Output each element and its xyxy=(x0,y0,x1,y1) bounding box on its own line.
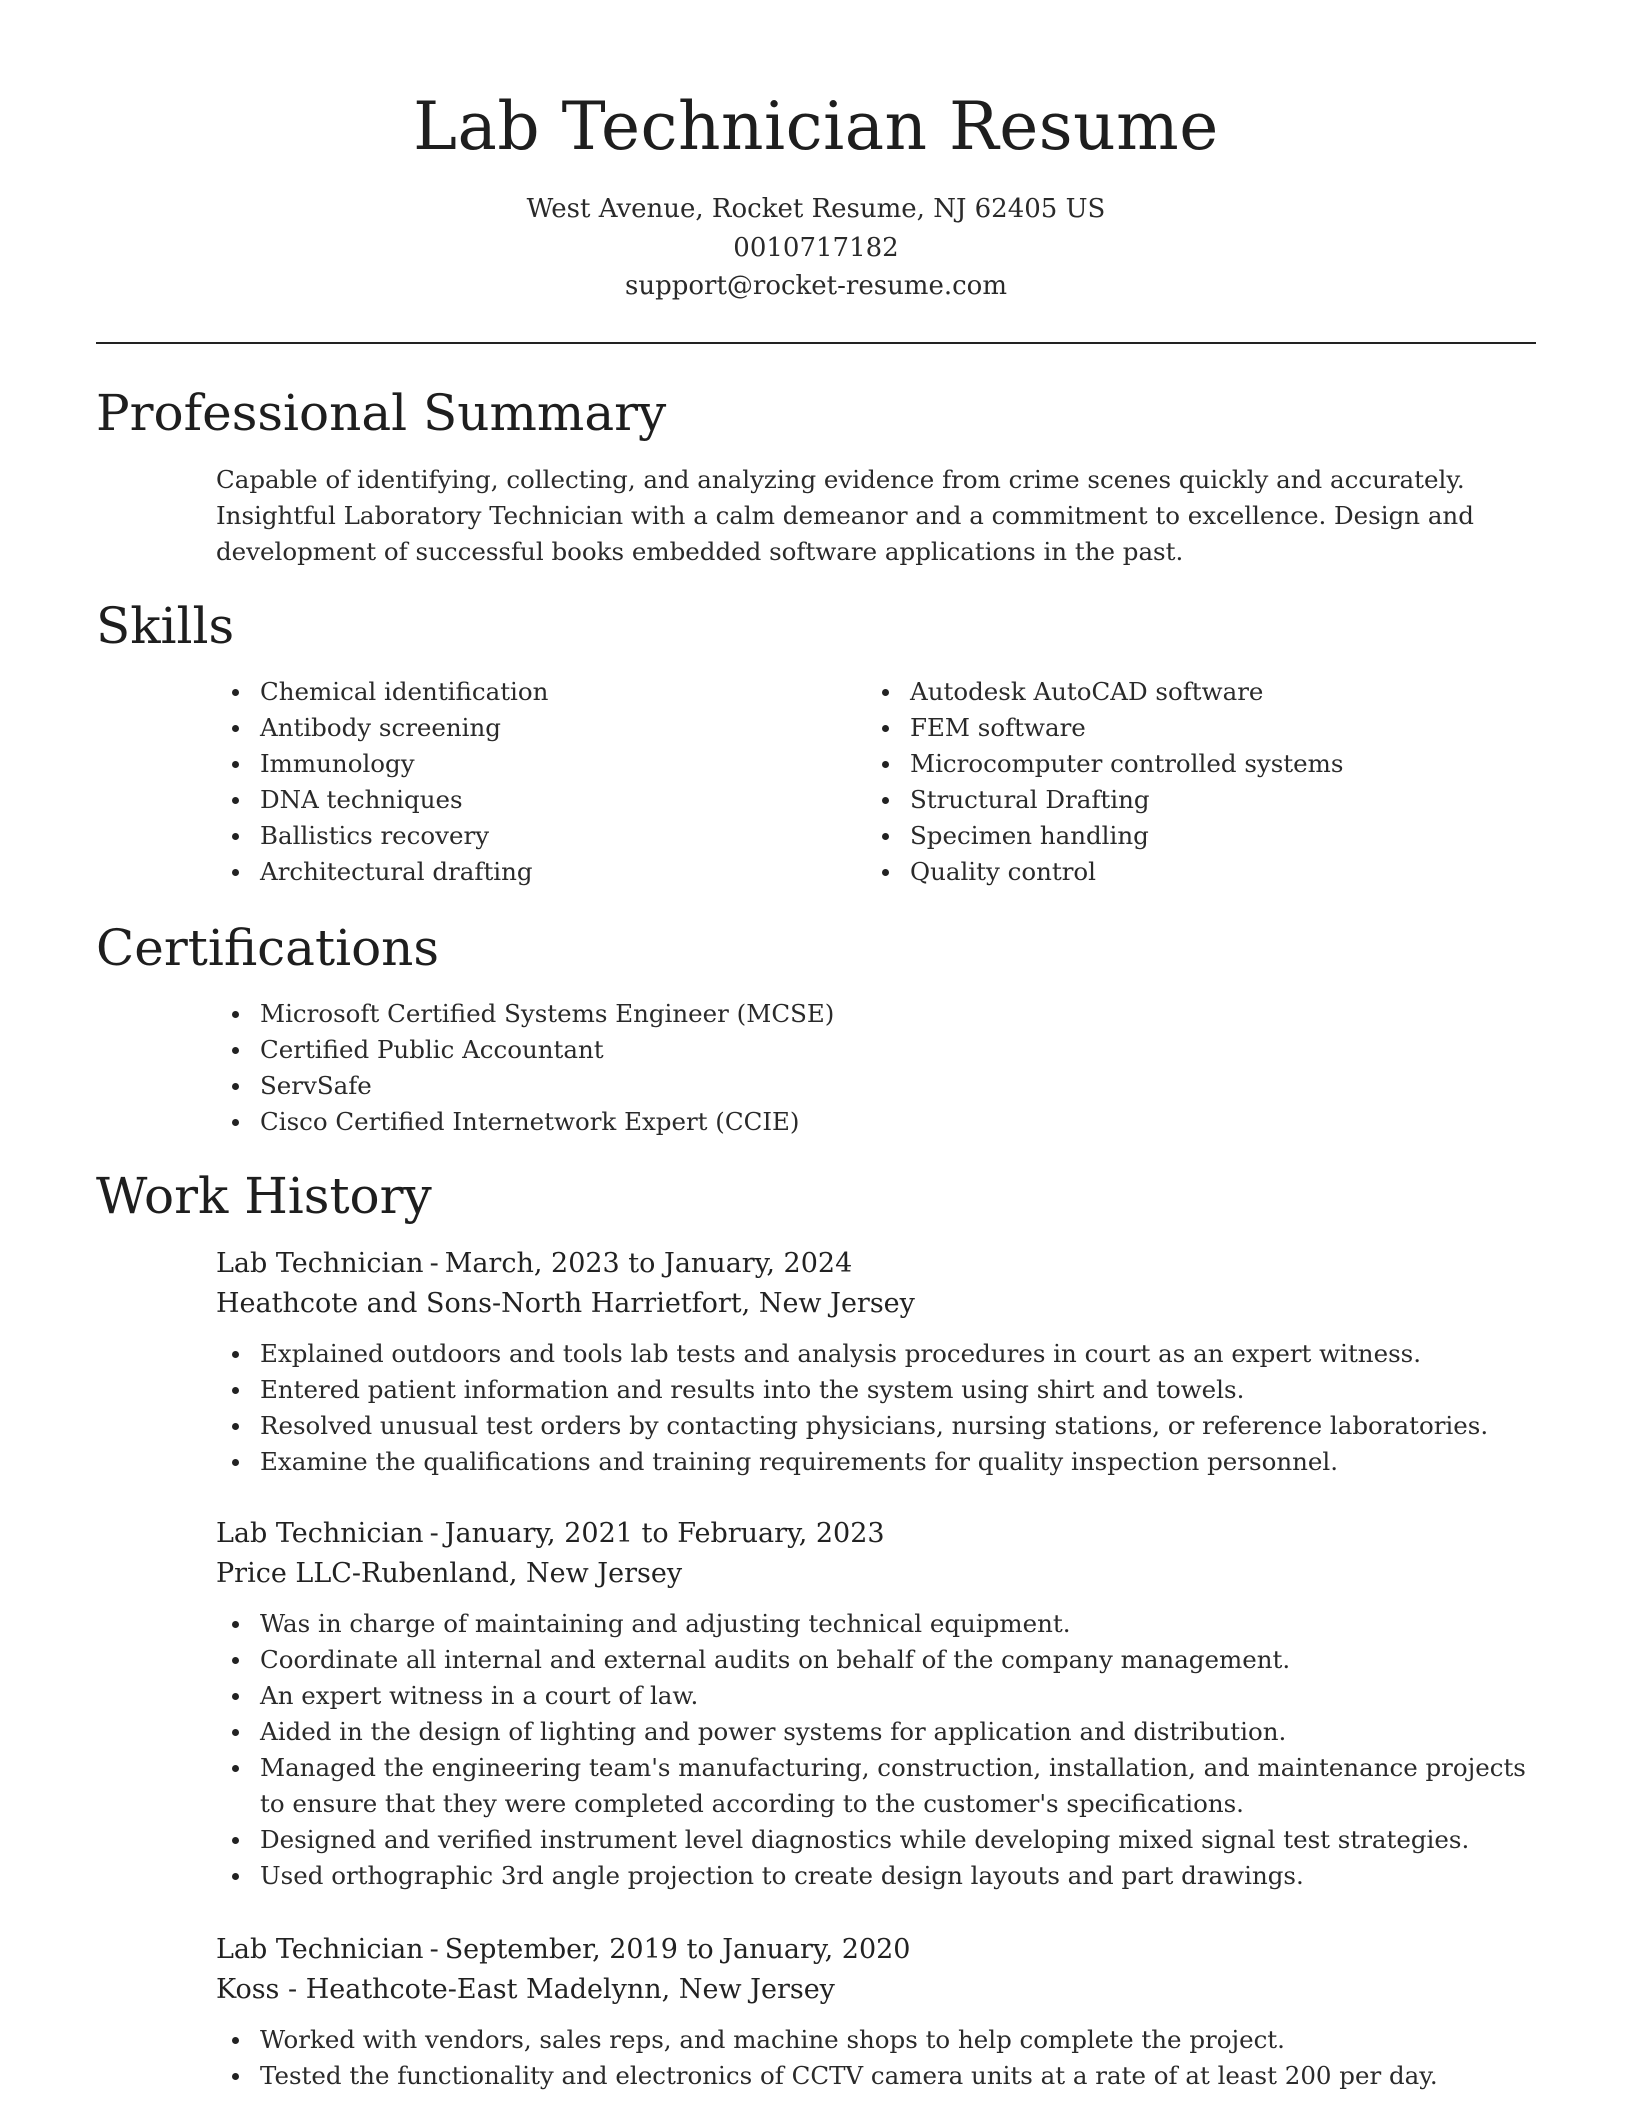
skill-item: Microcomputer controlled systems xyxy=(866,746,1526,782)
certifications-list xyxy=(216,996,1516,1140)
skill-item: FEM software xyxy=(866,710,1526,746)
skill-item: Antibody screening xyxy=(216,710,856,746)
skill-item: Chemical identification xyxy=(216,674,856,710)
job-bullets xyxy=(96,2022,1536,2094)
job-entry xyxy=(216,1514,1536,1894)
job-bullet: Examine the qualifications and training requirements for quality inspection personnel. xyxy=(216,1444,1536,1480)
job-company-line: Price LLC-Rubenland, New Jersey xyxy=(216,1558,683,1589)
page-title: Lab Technician Resume xyxy=(413,88,1219,165)
job-company: Heathcote and Sons xyxy=(216,1288,492,1319)
job-bullet: Resolved unusual test orders by contacting physicians, nursing stations, or reference laboratories. xyxy=(216,1408,1536,1444)
address-text: West Avenue, Rocket Resume, NJ 62405 US xyxy=(526,194,1106,224)
job-bullets xyxy=(96,1336,1536,1480)
job-bullet: Explained outdoors and tools lab tests and analysis procedures in court as an expert witness. xyxy=(216,1336,1536,1372)
job-location: Rubenland, New Jersey xyxy=(361,1558,683,1589)
job-title-line: Lab Technician - March, 2023 to January, 2024 xyxy=(216,1248,853,1279)
skills-heading: Skills xyxy=(96,597,235,655)
job-dates: September, 2019 to January, 2020 xyxy=(444,1934,911,1965)
certification-item: Cisco Certified Internetwork Expert (CCIE) xyxy=(216,1104,1516,1140)
phone-text: 0010717182 xyxy=(733,232,899,263)
skill-item: Specimen handling xyxy=(866,818,1526,854)
skill-item: Ballistics recovery xyxy=(216,818,856,854)
job-bullet: Aided in the design of lighting and power systems for application and distribution. xyxy=(216,1714,1536,1750)
job-dates: January, 2021 to February, 2023 xyxy=(444,1518,885,1549)
certification-item: Microsoft Certified Systems Engineer (MCSE) xyxy=(216,996,1516,1032)
job-bullets xyxy=(96,1606,1536,1894)
skill-item: Quality control xyxy=(866,854,1526,890)
job-bullet: Worked with vendors, sales reps, and machine shops to help complete the project. xyxy=(216,2022,1536,2058)
job-bullet: Used orthographic 3rd angle projection to create design layouts and part drawings. xyxy=(216,1858,1536,1894)
job-entry xyxy=(216,1244,1536,1480)
job-title: Lab Technician xyxy=(216,1248,424,1279)
header-divider xyxy=(96,342,1536,344)
job-bullet: Managed the engineering team's manufacturing, construction, installation, and maintenance projects to ensure that they were completed according to the customer's specifications. xyxy=(216,1750,1536,1822)
job-title-line: Lab Technician - January, 2021 to February, 2023 xyxy=(216,1518,885,1549)
job-location: North Harrietfort, New Jersey xyxy=(501,1288,915,1319)
job-company: Koss - Heathcote xyxy=(216,1974,448,2005)
job-bullet: An expert witness in a court of law. xyxy=(216,1678,1536,1714)
certification-item: Certified Public Accountant xyxy=(216,1032,1516,1068)
job-bullet: Coordinate all internal and external audits on behalf of the company management. xyxy=(216,1642,1536,1678)
skills-list-left xyxy=(216,674,856,890)
job-company-line: Koss - Heathcote-East Madelynn, New Jersey xyxy=(216,1974,835,2005)
skill-item: Structural Drafting xyxy=(866,782,1526,818)
skill-item: Immunology xyxy=(216,746,856,782)
certifications-heading: Certifications xyxy=(96,919,440,977)
job-company: Price LLC xyxy=(216,1558,352,1589)
job-title-line: Lab Technician - September, 2019 to January, 2020 xyxy=(216,1934,911,1965)
job-entry xyxy=(216,1930,1536,2094)
job-bullet: Tested the functionality and electronics of CCTV camera units at a rate of at least 200 per day. xyxy=(216,2058,1536,2094)
contact-info xyxy=(96,190,1536,306)
skill-item: Architectural drafting xyxy=(216,854,856,890)
certification-item: ServSafe xyxy=(216,1068,1516,1104)
summary-text: Capable of identifying, collecting, and analyzing evidence from crime scenes quickly and accurately. Insightful Laboratory Technician with a calm demeanor and a commitment to excellence. Design and development of successful books embedded software applications in the past. xyxy=(216,465,1474,566)
job-dates: March, 2023 to January, 2024 xyxy=(444,1248,853,1279)
skill-item: Autodesk AutoCAD software xyxy=(866,674,1526,710)
email-text: support@rocket-resume.com xyxy=(624,271,1007,301)
summary-heading: Professional Summary xyxy=(96,384,667,442)
skill-item: DNA techniques xyxy=(216,782,856,818)
job-title: Lab Technician xyxy=(216,1518,424,1549)
job-bullet: Was in charge of maintaining and adjusting technical equipment. xyxy=(216,1606,1536,1642)
job-bullet: Entered patient information and results into the system using shirt and towels. xyxy=(216,1372,1536,1408)
job-location: East Madelynn, New Jersey xyxy=(456,1974,835,2005)
job-title: Lab Technician xyxy=(216,1934,424,1965)
job-bullet: Designed and verified instrument level diagnostics while developing mixed signal test strategies. xyxy=(216,1822,1536,1858)
job-company-line: Heathcote and Sons-North Harrietfort, New Jersey xyxy=(216,1288,915,1319)
work-history-heading: Work History xyxy=(96,1167,432,1225)
skills-list-right xyxy=(866,674,1526,890)
